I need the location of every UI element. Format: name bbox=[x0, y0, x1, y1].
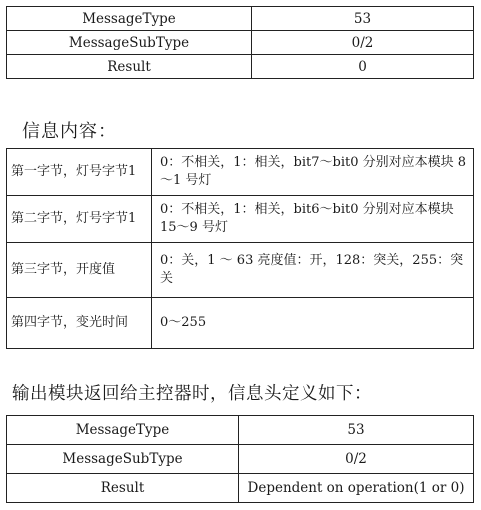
table-row bbox=[7, 55, 474, 79]
description-cell: 0：关，1 ～ 63 亮度值：开，128：突关，255：突关 bbox=[152, 243, 474, 298]
return-header-heading: 输出模块返回给主控器时，信息头定义如下： bbox=[12, 384, 372, 404]
field-cell: MessageSubType bbox=[7, 31, 252, 55]
value-cell: 0/2 bbox=[239, 445, 474, 474]
field-cell: MessageSubType bbox=[7, 445, 239, 474]
value-cell: 0/2 bbox=[252, 31, 474, 55]
table-row bbox=[7, 298, 474, 349]
value-cell: 53 bbox=[252, 7, 474, 31]
field-cell: Result bbox=[7, 474, 239, 503]
value-cell: 53 bbox=[239, 416, 474, 445]
field-cell: MessageType bbox=[7, 416, 239, 445]
table-row bbox=[7, 445, 474, 474]
field-cell: MessageType bbox=[7, 7, 252, 31]
table-row bbox=[7, 149, 474, 196]
table-row bbox=[7, 7, 474, 31]
table-row bbox=[7, 196, 474, 243]
table-row bbox=[7, 31, 474, 55]
field-cell: Result bbox=[7, 55, 252, 79]
info-content-table bbox=[6, 148, 474, 349]
byte-cell: 第四字节，变光时间 bbox=[7, 298, 152, 349]
message-header-table bbox=[6, 6, 474, 79]
value-cell: 0 bbox=[252, 55, 474, 79]
value-cell: Dependent on operation(1 or 0) bbox=[239, 474, 474, 503]
return-header-table bbox=[6, 415, 474, 503]
byte-cell: 第二字节，灯号字节1 bbox=[7, 196, 152, 243]
table-row bbox=[7, 416, 474, 445]
description-cell: 0：不相关，1：相关，bit7～bit0 分别对应本模块 8～1 号灯 bbox=[152, 149, 474, 196]
description-cell: 0：不相关，1：相关，bit6～bit0 分别对应本模块 15～9 号灯 bbox=[152, 196, 474, 243]
byte-cell: 第一字节，灯号字节1 bbox=[7, 149, 152, 196]
description-cell: 0～255 bbox=[152, 298, 474, 349]
info-content-heading: 信息内容： bbox=[22, 121, 117, 142]
table-row bbox=[7, 474, 474, 503]
byte-cell: 第三字节，开度值 bbox=[7, 243, 152, 298]
table-row bbox=[7, 243, 474, 298]
